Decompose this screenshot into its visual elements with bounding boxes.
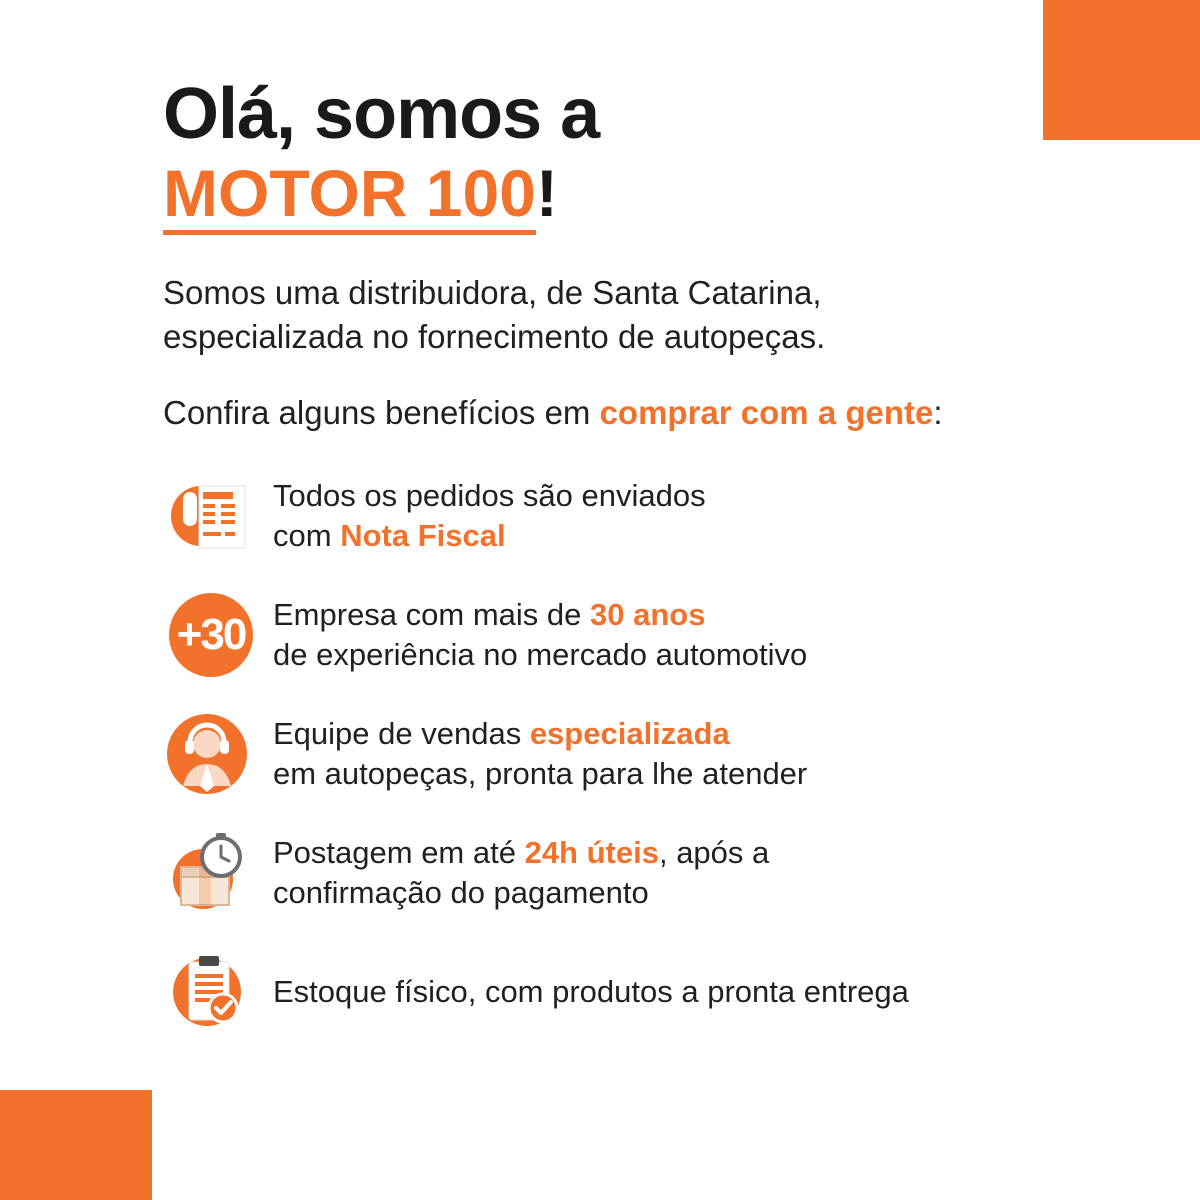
headset-agent-icon [163,708,259,800]
benefit-line-1-highlight: 30 anos [590,596,706,632]
intro-line-2: especializada no fornecimento de autopeças. [163,317,826,355]
page-title-line2 [163,156,1103,235]
benefit-line-1: Todos os pedidos são enviados [273,477,706,513]
benefit-text [259,833,769,914]
page-title-line1: Olá, somos a [163,74,600,154]
list-item [163,946,1103,1038]
benefits-list [163,470,1103,1038]
benefit-text [259,972,909,1012]
box-stopwatch-icon [163,827,259,919]
list-item [163,589,1103,681]
benefit-line-1-highlight: especializada [529,715,730,751]
brand-name: MOTOR 100 [163,160,536,235]
list-item [163,708,1103,800]
benefit-line-2-prefix: com [273,518,341,554]
benefit-line-2-highlight: Nota Fiscal [340,518,506,554]
clipboard-check-icon [163,946,259,1038]
intro-line-1: Somos uma distribuidora, de Santa Catarina, [163,274,822,311]
benefit-line-1: Estoque físico, com produtos a pronta entrega [273,973,909,1009]
decorative-corner-bottom-left [0,1090,152,1200]
list-item [163,827,1103,919]
benefits-intro-line [163,394,1103,432]
intro-paragraph [163,271,1103,358]
benefit-line-1-prefix: Empresa com mais de [273,596,590,632]
benefit-line-2: confirmação do pagamento [273,875,649,911]
benefit-line-1-prefix: Postagem em até [273,834,525,870]
benefit-line-2: em autopeças, pronta para lhe atender [273,756,808,792]
benefit-line-1-highlight: 24h úteis [524,834,659,870]
benefit-text [259,476,706,557]
brand-name-exclamation: ! [535,156,558,230]
benefit-text [259,595,807,676]
receipt-icon [163,470,259,562]
plus-30-badge-icon [163,589,259,681]
benefit-text [259,714,807,795]
benefits-intro-prefix: Confira alguns benefícios em [163,394,600,432]
benefit-line-2: de experiência no mercado automotivo [273,637,808,673]
benefit-line-1-prefix: Equipe de vendas [273,715,530,751]
list-item [163,470,1103,562]
badge-circle [169,593,253,677]
badge-label: +30 [176,610,246,660]
benefit-line-1-suffix: , após a [658,834,770,870]
page-content [163,74,1103,1065]
benefits-intro-suffix: : [933,394,943,432]
benefits-intro-highlight: comprar com a gente [599,394,934,432]
